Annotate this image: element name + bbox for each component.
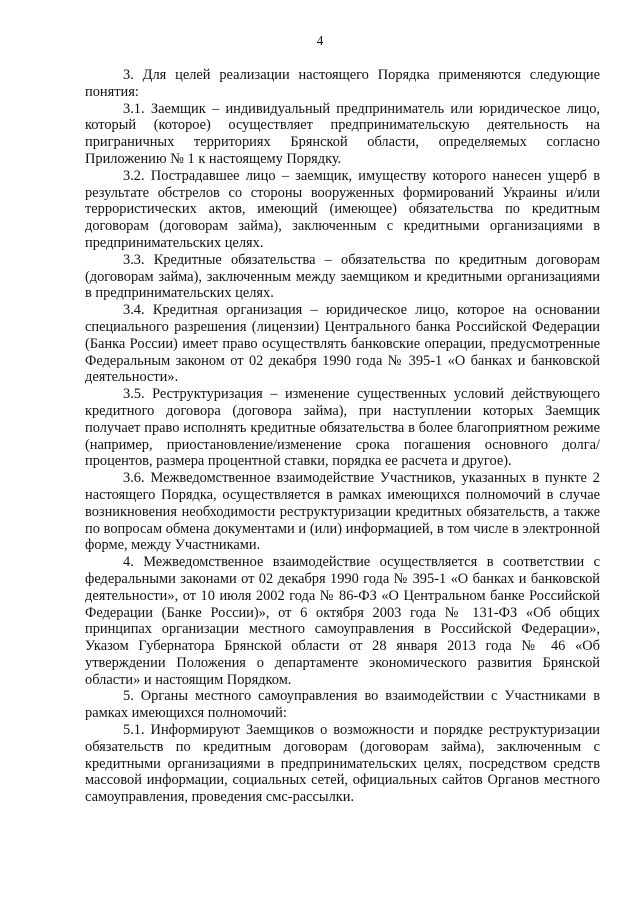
paragraph-4: 4. Межведомственное взаимодействие осуществляется в соответствии с федеральными законами от 02 декабря 1990 года № 395-1 «О банках и банковской деятельности», от 10 июля 2002 года № 86-ФЗ «О Центральном банке Российской Федерации (Банке России)», от 6 октября 2003 года № 131-ФЗ «Об общих принципах организации местного самоуправления в Российской Федерации», Указом Губернатора Брянской области от 28 января 2013 года № 46 «Об утверждении Положения о департаменте экономического развития Брянской области» и настоящим Порядком. bbox=[85, 554, 600, 688]
paragraph-3-1: 3.1. Заемщик – индивидуальный предприниматель или юридическое лицо, который (которое) осуществляет предпринимательскую деятельность на приграничных территориях Брянской области, определяемых согласно Приложению № 1 к настоящему Порядку. bbox=[85, 100, 600, 167]
document-body bbox=[85, 67, 600, 806]
paragraph-5-1: 5.1. Информируют Заемщиков о возможности и порядке реструктуризации обязательств по кредитным договорам (договорам займа), заключенным с кредитными организациями в предпринимательских целях, посредством средств массовой информации, социальных сетей, официальных сайтов Органов местного самоуправления, проведения смс-рассылки. bbox=[85, 722, 600, 806]
page-number: 4 bbox=[316, 33, 324, 48]
paragraph-3-2: 3.2. Пострадавшее лицо – заемщик, имуществу которого нанесен ущерб в результате обстрелов со стороны вооруженных формирований Украины и/или террористических актов, имеющий (имеющее) обязательства по кредитным договорам (договорам займа), заключенным с кредитными организациями в предпринимательских целях. bbox=[85, 167, 600, 251]
paragraph-3-4: 3.4. Кредитная организация – юридическое лицо, которое на основании специального разрешения (лицензии) Центрального банка Российской Федерации (Банка России) имеет право осуществлять банковские операции, предусмотренные Федеральным законом от 02 декабря 1990 года № 395-1 «О банках и банковской деятельности». bbox=[85, 302, 600, 386]
paragraph-3-3: 3.3. Кредитные обязательства – обязательства по кредитным договорам (договорам займа), заключенным между заемщиком и кредитными организациями в предпринимательских целях. bbox=[85, 251, 600, 302]
paragraph-3-6: 3.6. Межведомственное взаимодействие Участников, указанных в пункте 2 настоящего Порядка, осуществляется в рамках имеющихся полномочий в случае возникновения необходимости реструктуризации кредитных обязательств, а также по вопросам обмена документами и (или) информацией, в том числе в электронной форме, между Участниками. bbox=[85, 470, 600, 554]
paragraph-3: 3. Для целей реализации настоящего Порядка применяются следующие понятия: bbox=[85, 67, 600, 100]
paragraph-5: 5. Органы местного самоуправления во взаимодействии с Участниками в рамках имеющихся полномочий: bbox=[85, 688, 600, 722]
paragraph-3-5: 3.5. Реструктуризация – изменение существенных условий действующего кредитного договора (договора займа), при наступлении которых Заемщик получает право исполнять кредитные обязательства в более благоприятном режиме (например, приостановление/изменение срока погашения основного долга/процентов, размера процентной ставки, порядка ее расчета и другое). bbox=[85, 386, 600, 470]
